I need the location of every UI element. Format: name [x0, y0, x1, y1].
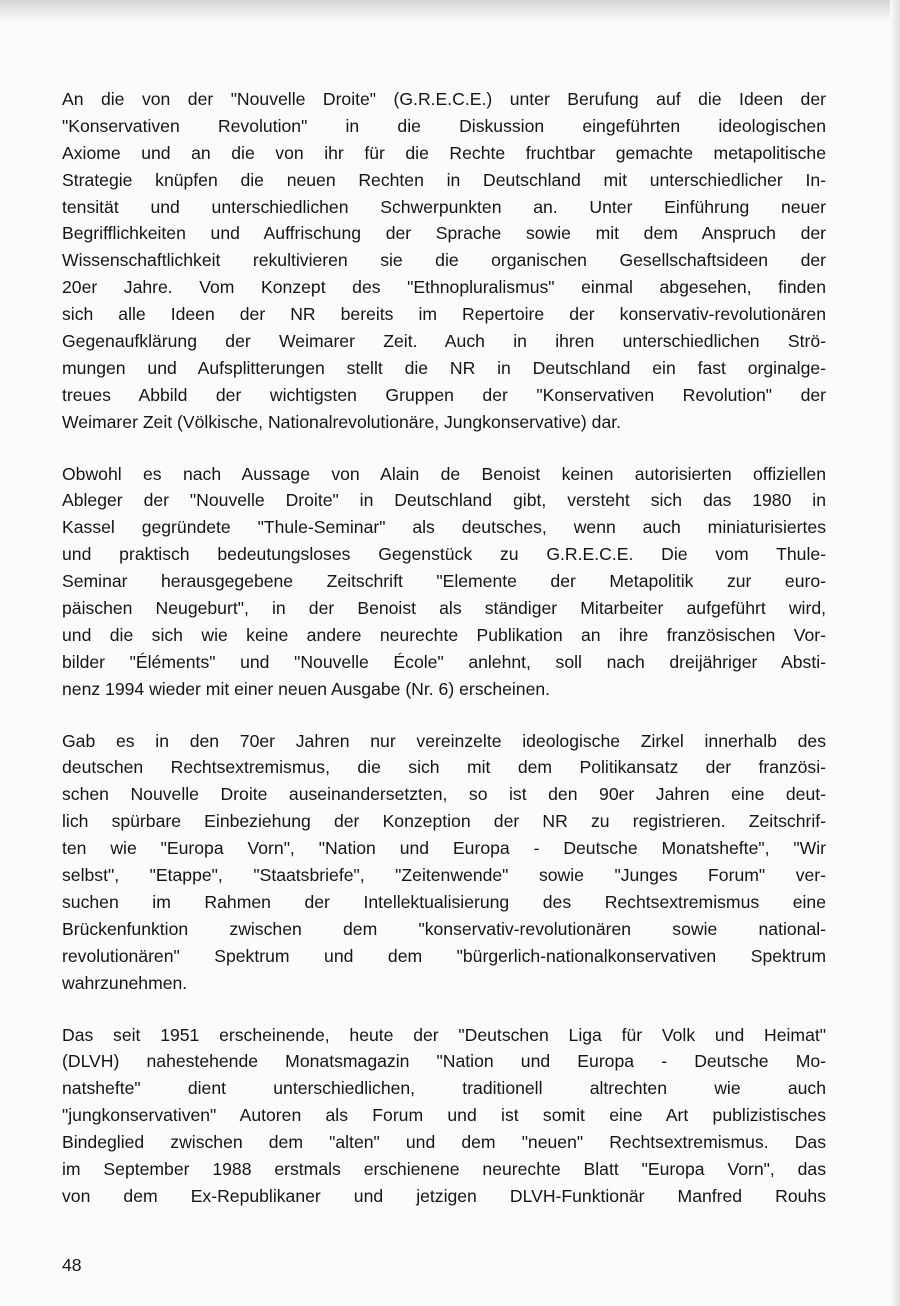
paragraph: [62, 1022, 826, 1210]
text-line: Bindeglied zwischen dem "alten" und dem "neuen" Rechtsextremismus. Das: [62, 1132, 826, 1153]
text-line: lich spürbare Einbeziehung der Konzeption der NR zu registrieren. Zeitschrif-: [62, 811, 826, 832]
text-line: mungen und Aufsplitterungen stellt die NR in Deutschland ein fast orginalge-: [62, 357, 826, 378]
scan-shadow-right: [890, 0, 900, 1306]
text-line: ten wie "Europa Vorn", "Nation und Europa - Deutsche Monatshefte", "Wir: [62, 838, 826, 859]
text-line: Seminar herausgegebene Zeitschrift "Elemente der Metapolitik zur euro-: [62, 571, 826, 592]
text-line: treues Abbild der wichtigsten Gruppen der "Konservativen Revolution" der: [62, 384, 826, 405]
paragraph: [62, 461, 826, 703]
text-line: "jungkonservativen" Autoren als Forum und ist somit eine Art publizistisches: [62, 1105, 826, 1126]
text-line: selbst", "Etappe", "Staatsbriefe", "Zeitenwende" sowie "Junges Forum" ver-: [62, 865, 826, 886]
text-line: tensität und unterschiedlichen Schwerpunkten an. Unter Einführung neuer: [62, 196, 826, 217]
paragraph: [62, 728, 826, 997]
text-line: revolutionären" Spektrum und dem "bürgerlich-nationalkonservativen Spektrum: [62, 945, 826, 966]
text-line: im September 1988 erstmals erschienene neurechte Blatt "Europa Vorn", das: [62, 1158, 826, 1179]
text-line: (DLVH) nahestehende Monatsmagazin "Nation und Europa - Deutsche Mo-: [62, 1051, 826, 1072]
text-line: schen Nouvelle Droite auseinandersetzten, so ist den 90er Jahren eine deut-: [62, 784, 826, 805]
text-line: von dem Ex-Republikaner und jetzigen DLVH-Funktionär Manfred Rouhs: [62, 1185, 826, 1206]
text-line: Strategie knüpfen die neuen Rechten in Deutschland mit unterschiedlicher In-: [62, 169, 826, 190]
page-number: 48: [62, 1255, 82, 1275]
text-line: nenz 1994 wieder mit einer neuen Ausgabe (Nr. 6) erscheinen.: [62, 678, 551, 699]
text-line: Weimarer Zeit (Völkische, Nationalrevolutionäre, Jungkonservative) dar.: [62, 411, 622, 432]
text-line: natshefte" dient unterschiedlichen, traditionell altrechten wie auch: [62, 1078, 826, 1099]
text-line: Gab es in den 70er Jahren nur vereinzelte ideologische Zirkel innerhalb des: [62, 730, 826, 751]
text-line: 20er Jahre. Vom Konzept des "Ethnopluralismus" einmal abgesehen, finden: [62, 277, 826, 298]
scan-shadow-top: [0, 0, 900, 22]
text-line: Wissenschaftlichkeit rekultivieren sie die organischen Gesellschaftsideen der: [62, 250, 826, 271]
text-line: bilder "Éléments" und "Nouvelle École" anlehnt, soll nach dreijähriger Absti-: [62, 651, 826, 672]
text-line: Brückenfunktion zwischen dem "konservativ-revolutionären sowie national-: [62, 918, 826, 939]
text-line: und praktisch bedeutungsloses Gegenstück zu G.R.E.C.E. Die vom Thule-: [62, 544, 826, 565]
text-line: päischen Neugeburt", in der Benoist als ständiger Mitarbeiter aufgeführt wird,: [62, 598, 826, 619]
text-line: Kassel gegründete "Thule-Seminar" als deutsches, wenn auch miniaturisiertes: [62, 517, 826, 538]
text-line: "Konservativen Revolution" in die Diskussion eingeführten ideologischen: [62, 115, 826, 136]
body-text: [62, 86, 826, 1235]
text-line: suchen im Rahmen der Intellektualisierung des Rechtsextremismus eine: [62, 891, 826, 912]
text-line: Gegenaufklärung der Weimarer Zeit. Auch in ihren unterschiedlichen Strö-: [62, 331, 826, 352]
text-line: Begrifflichkeiten und Auffrischung der Sprache sowie mit dem Anspruch der: [62, 223, 826, 244]
text-line: sich alle Ideen der NR bereits im Repertoire der konservativ-revolutionären: [62, 304, 826, 325]
text-line: Axiome und an die von ihr für die Rechte fruchtbar gemachte metapolitische: [62, 142, 826, 163]
text-line: Ableger der "Nouvelle Droite" in Deutschland gibt, versteht sich das 1980 in: [62, 490, 826, 511]
text-line: deutschen Rechtsextremismus, die sich mit dem Politikansatz der französi-: [62, 757, 826, 778]
text-line: An die von der "Nouvelle Droite" (G.R.E.C.E.) unter Berufung auf die Ideen der: [62, 89, 826, 109]
text-line: Das seit 1951 erscheinende, heute der "Deutschen Liga für Volk und Heimat": [62, 1024, 826, 1045]
text-line: wahrzunehmen.: [62, 972, 188, 993]
text-line: und die sich wie keine andere neurechte Publikation an ihre französischen Vor-: [62, 624, 826, 645]
text-line: Obwohl es nach Aussage von Alain de Benoist keinen autorisierten offiziellen: [62, 463, 826, 484]
paragraph: [62, 86, 826, 436]
